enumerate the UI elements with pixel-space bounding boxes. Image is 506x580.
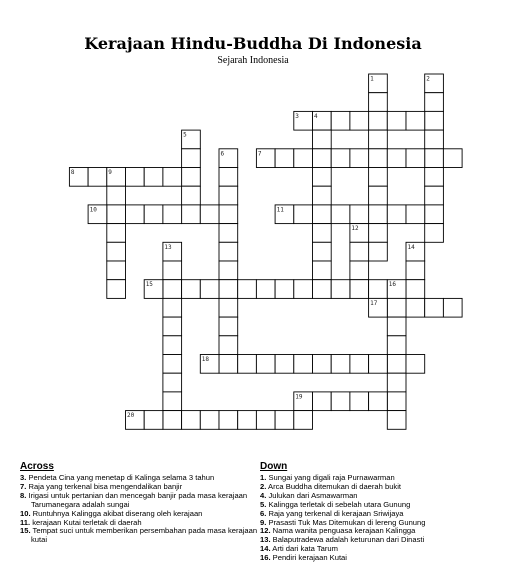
grid-cell[interactable]: [294, 280, 313, 299]
grid-cell[interactable]: [163, 411, 182, 430]
grid-number-16: 16: [388, 281, 397, 289]
grid-cell[interactable]: [219, 355, 238, 374]
grid-cell[interactable]: [387, 373, 406, 392]
grid-number-15: 15: [145, 281, 153, 289]
grid-cell[interactable]: [406, 261, 425, 280]
grid-cell[interactable]: [144, 411, 163, 430]
grid-cell[interactable]: [369, 130, 388, 149]
grid-number-17: 17: [370, 299, 378, 307]
grid-cell[interactable]: [350, 280, 369, 299]
grid-cell[interactable]: [107, 205, 126, 224]
grid-cell[interactable]: [425, 130, 444, 149]
grid-cell[interactable]: [107, 242, 126, 261]
grid-cell[interactable]: [387, 336, 406, 355]
grid-cell[interactable]: [107, 224, 126, 243]
grid-cell[interactable]: [425, 186, 444, 205]
grid-number-2: 2: [426, 75, 430, 83]
clue-number: 13.: [260, 535, 271, 545]
grid-number-19: 19: [295, 393, 303, 401]
grid-cell[interactable]: [369, 186, 388, 205]
grid-cell[interactable]: [313, 355, 332, 374]
grid-cell[interactable]: [425, 168, 444, 187]
grid-cell[interactable]: [238, 355, 257, 374]
grid-cell[interactable]: [331, 205, 350, 224]
grid-cell[interactable]: [350, 111, 369, 130]
grid-cell[interactable]: [387, 111, 406, 130]
down-clue: [260, 554, 500, 563]
grid-cell[interactable]: [294, 205, 313, 224]
grid-cell[interactable]: [425, 93, 444, 112]
grid-cell[interactable]: [387, 205, 406, 224]
grid-cell[interactable]: [406, 298, 425, 317]
grid-cell[interactable]: [238, 411, 257, 430]
grid-cell[interactable]: [331, 111, 350, 130]
grid-cell[interactable]: [369, 93, 388, 112]
clue-text: Julukan dari Asmawarman: [266, 490, 358, 500]
grid-cell[interactable]: [144, 205, 163, 224]
clue-text: Pendiri kerajaan Kutai: [270, 553, 347, 563]
grid-cell[interactable]: [275, 280, 294, 299]
grid-cell[interactable]: [387, 392, 406, 411]
grid-cell[interactable]: [331, 355, 350, 374]
grid-cell[interactable]: [350, 149, 369, 168]
clue-number: 15.: [20, 526, 31, 536]
grid-cell[interactable]: [163, 261, 182, 280]
grid-cell[interactable]: [219, 298, 238, 317]
grid-cell[interactable]: [387, 317, 406, 336]
grid-number-14: 14: [407, 243, 415, 251]
grid-number-1: 1: [370, 75, 374, 83]
grid-cell[interactable]: [406, 280, 425, 299]
grid-cell[interactable]: [275, 149, 294, 168]
grid-cell[interactable]: [313, 130, 332, 149]
grid-cell[interactable]: [313, 242, 332, 261]
clue-number: 11.: [20, 517, 31, 527]
grid-number-11: 11: [276, 206, 284, 214]
grid-cell[interactable]: [144, 168, 163, 187]
grid-cell[interactable]: [369, 355, 388, 374]
grid-cell[interactable]: [369, 168, 388, 187]
grid-cell[interactable]: [219, 224, 238, 243]
down-clue-list: [260, 474, 500, 563]
grid-cell[interactable]: [107, 261, 126, 280]
clue-text: Raja yang terkenal bisa mengendalikan banjir: [26, 481, 183, 491]
clue-number: 12.: [260, 526, 271, 536]
grid-cell[interactable]: [256, 355, 275, 374]
clue-number: 16.: [260, 553, 271, 563]
grid-cell[interactable]: [313, 224, 332, 243]
across-heading: Across: [20, 461, 54, 472]
grid-cell[interactable]: [369, 280, 388, 299]
grid-cell[interactable]: [387, 149, 406, 168]
grid-cell[interactable]: [219, 261, 238, 280]
grid-cell[interactable]: [107, 280, 126, 299]
clue-text: Prasasti Tuk Mas Ditemukan di lereng Gunung: [266, 517, 426, 527]
grid-cell[interactable]: [369, 149, 388, 168]
grid-cell[interactable]: [313, 168, 332, 187]
grid-cell[interactable]: [275, 411, 294, 430]
grid-cell[interactable]: [313, 280, 332, 299]
clue-text: Arti dari kata Tarum: [270, 544, 338, 554]
grid-cell[interactable]: [331, 392, 350, 411]
grid-cell[interactable]: [219, 242, 238, 261]
grid-cell[interactable]: [200, 411, 219, 430]
down-clues: [260, 461, 500, 563]
grid-cell[interactable]: [182, 168, 201, 187]
grid-cell[interactable]: [331, 280, 350, 299]
clue-number: 2.: [260, 481, 267, 491]
puzzle-title: Kerajaan Hindu-Buddha Di Indonesia: [84, 34, 422, 53]
grid-cell[interactable]: [238, 280, 257, 299]
grid-cell[interactable]: [219, 205, 238, 224]
across-clue: [20, 492, 258, 510]
grid-number-4: 4: [314, 112, 318, 120]
grid-cell[interactable]: [350, 355, 369, 374]
grid-cell[interactable]: [294, 411, 313, 430]
clue-number: 8.: [20, 490, 27, 500]
grid-cell[interactable]: [425, 149, 444, 168]
grid-number-10: 10: [89, 206, 97, 214]
grid-number-8: 8: [70, 169, 75, 176]
clue-number: 6.: [260, 508, 267, 518]
grid-cell[interactable]: [256, 280, 275, 299]
grid-cell[interactable]: [369, 242, 388, 261]
grid-cell[interactable]: [406, 355, 425, 374]
grid-cell[interactable]: [126, 205, 145, 224]
across-clue: [20, 527, 258, 545]
grid-cell[interactable]: [443, 298, 462, 317]
grid-cell[interactable]: [219, 280, 238, 299]
grid-cell[interactable]: [387, 355, 406, 374]
grid-number-5: 5: [183, 131, 187, 139]
clue-text: Arca Buddha ditemukan di daerah bukit: [266, 481, 402, 491]
grid-cell[interactable]: [126, 168, 145, 187]
clue-number: 9.: [260, 517, 267, 527]
grid-cell[interactable]: [425, 205, 444, 224]
grid-cell[interactable]: [406, 111, 425, 130]
grid-cell[interactable]: [350, 242, 369, 261]
grid-cell[interactable]: [219, 411, 238, 430]
grid-cell[interactable]: [387, 298, 406, 317]
grid-cell[interactable]: [163, 373, 182, 392]
grid-cell[interactable]: [350, 261, 369, 280]
grid-cell[interactable]: [219, 336, 238, 355]
grid-cell[interactable]: [313, 392, 332, 411]
grid-cell[interactable]: [406, 205, 425, 224]
grid-cell[interactable]: [275, 355, 294, 374]
grid-cell[interactable]: [313, 205, 332, 224]
grid-cell[interactable]: [369, 111, 388, 130]
grid-cell[interactable]: [182, 411, 201, 430]
clue-number: 4.: [260, 490, 267, 500]
clue-text: Raja yang terkenal di kerajaan Sriwijaya: [266, 508, 404, 518]
grid-cell[interactable]: [406, 149, 425, 168]
grid-number-12: 12: [351, 225, 359, 233]
grid-cell[interactable]: [182, 186, 201, 205]
grid-cell[interactable]: [163, 336, 182, 355]
grid-cell[interactable]: [425, 224, 444, 243]
puzzle-subtitle: Sejarah Indonesia: [217, 55, 289, 66]
grid-cell[interactable]: [182, 280, 201, 299]
grid-cell[interactable]: [219, 317, 238, 336]
grid-cell[interactable]: [369, 392, 388, 411]
clue-text: kerajaan Kutai terletak di daerah: [30, 517, 142, 527]
grid-cell[interactable]: [387, 411, 406, 430]
grid-cell[interactable]: [425, 111, 444, 130]
grid-cell[interactable]: [107, 186, 126, 205]
clue-text: Sungai yang digali raja Purnawarman: [266, 473, 395, 482]
clue-number: 14.: [260, 544, 271, 554]
clue-text: Pendeta Cina yang menetap di Kalinga selama 3 tahun: [26, 473, 215, 482]
clue-number: 3.: [20, 473, 27, 482]
grid-cell[interactable]: [256, 411, 275, 430]
clue-text: Balaputradewa adalah keturunan dari Dinasti: [270, 535, 425, 545]
grid-cell[interactable]: [443, 149, 462, 168]
grid-cell[interactable]: [331, 149, 350, 168]
grid-number-7: 7: [257, 150, 262, 158]
across-clues: [20, 461, 258, 545]
grid-cell[interactable]: [163, 392, 182, 411]
clue-text: Irigasi untuk pertanian dan mencegah banjir pada masa kerajaan Tarumanegara adalah sungai: [26, 490, 248, 509]
grid-cell[interactable]: [163, 355, 182, 374]
grid-number-20: 20: [127, 412, 135, 420]
grid-cell[interactable]: [219, 186, 238, 205]
clue-number: 7.: [20, 481, 27, 491]
clue-text: Runtuhnya Kalingga akibat diserang oleh kerajaan: [30, 508, 203, 518]
grid-cell[interactable]: [219, 168, 238, 187]
grid-number-13: 13: [164, 243, 172, 251]
grid-cell[interactable]: [350, 392, 369, 411]
clue-number: 1.: [260, 473, 267, 482]
grid-cell[interactable]: [88, 168, 107, 187]
clue-number: 5.: [260, 499, 267, 509]
grid-number-3: 3: [295, 112, 299, 120]
grid-cell[interactable]: [369, 224, 388, 243]
grid-cell[interactable]: [200, 205, 219, 224]
grid-cell[interactable]: [182, 149, 201, 168]
grid-cell[interactable]: [294, 355, 313, 374]
grid-cell[interactable]: [425, 298, 444, 317]
clue-text: Nama wanita penguasa kerajaan Kalingga: [270, 526, 416, 536]
clue-text: Tempat suci untuk memberikan persembahan pada masa kerajaan kutai: [30, 526, 258, 545]
down-heading: Down: [260, 461, 288, 472]
grid-cell[interactable]: [350, 205, 369, 224]
grid-cell[interactable]: [369, 205, 388, 224]
grid-cell[interactable]: [163, 317, 182, 336]
grid-cell[interactable]: [313, 186, 332, 205]
grid-cell[interactable]: [313, 149, 332, 168]
grid-cell[interactable]: [163, 298, 182, 317]
grid-cell[interactable]: [313, 261, 332, 280]
grid-cell[interactable]: [200, 280, 219, 299]
grid-cell[interactable]: [294, 149, 313, 168]
grid-cell[interactable]: [163, 168, 182, 187]
clue-text: Kalingga terletak di sebelah utara Gunung: [266, 499, 411, 509]
clue-number: 10.: [20, 508, 31, 518]
grid-number-9: 9: [108, 169, 112, 176]
grid-cell[interactable]: [163, 280, 182, 299]
grid-cell[interactable]: [163, 205, 182, 224]
across-clue-list: [20, 474, 258, 545]
grid-number-6: 6: [220, 150, 225, 158]
grid-cell[interactable]: [182, 205, 201, 224]
grid-number-18: 18: [201, 356, 210, 363]
